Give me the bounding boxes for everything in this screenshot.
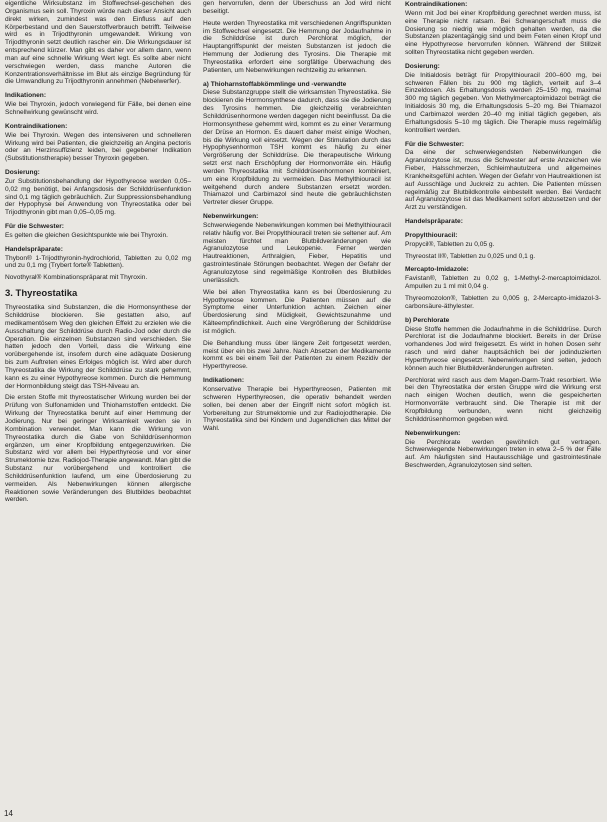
paragraph: gen hervorrufen, denn der Überschuss an Jod wird nicht beseitigt. [203,0,391,15]
text-column-middle [203,0,391,437]
paragraph: Heute werden Thyreostatika mit verschiedenen Angriffspunkten im Stoffwechsel eingesetzt. Die Hemmung der Jodaufnahme in die Schilddrüse ist durch Perchlorat möglich, der Hauptangriffspunkt der meisten Substanzen ist jedoch die Hemmung der Jodierung des Tyrosins. Die Therapie mit Thyreostatika erfordert eine sorgfältige Überwachung des Patienten, um Nebenwirkungen rechtzeitig zu erkennen. [203,19,391,74]
section-heading: Dosierung: [5,169,40,177]
paragraph: Wie bei allen Thyreostatika kann es bei Überdosierung zu Hypothyreose kommen. Die Patienten müssen auf die Symptome einer Unterfunktion achten. Zeichen einer Überdosierung sind Müdigkeit, Gewichtszunahme und Kälteempfindlichkeit. Auch eine Vergrößerung der Schilddrüse ist möglich. [203,288,391,335]
paragraph: Diese Substanzgruppe stellt die wirksamsten Thyreostatika. Sie blockieren die Hormonsynthese dadurch, dass sie die Jodierung des Tyrosins hemmen. Die gleichzeitig verabreichten Schilddrüsenhormone werden dagegen nicht beeinflusst. Da die Hormonsynthese gehemmt wird, kommt es zu einer Verarmung der Drüse an Hormon. Es dauert daher meist einige Wochen, bis die Wirkung voll einsetzt. Wegen der Stimulation durch das Hypophysenhormon TSH kommt es häufig zu einer Vergrößerung der Schilddrüse. Die therapeutische Wirkung setzt erst nach Erschöpfung der Hormonvorräte ein. Häufig werden Thyreostatika mit Schilddrüsenhormonen kombiniert, um eine Kropfbildung zu vermeiden. Das Methylthiouracil ist weitgehend durch andere Substanzen ersetzt worden. Thiamazol und Carbimazol sind heute die gebräuchlichsten Vertreter dieser Gruppe. [203,89,391,207]
paragraph: Thybon® 1-Trijodthyronin-hydrochlorid, Tabletten zu 0,02 mg und zu 0,1 mg (Trybert forte® Tabletten). [5,254,191,270]
paragraph: Wie bei Thyroxin, jedoch vorwiegend für Fälle, bei denen eine Schnellwirkung gewünscht wird. [5,101,191,116]
section-heading: Nebenwirkungen: [203,213,259,221]
paragraph: Propycil®, Tabletten zu 0,05 g. [405,240,495,248]
paragraph: Die Perchlorate werden gewöhnlich gut vertragen. Schwerwiegende Nebenwirkungen treten in etwa 2–5 % der Fälle auf. Am häufigsten sind Hautausschläge und gastrointestinale Beschwerden, Agranulozytosen sind selten. [405,438,601,470]
section-heading: Handelspräparate: [405,218,463,226]
page-number: 14 [4,809,13,818]
section-heading: a) Thioharnstoffabkömmlinge und -verwandte [203,80,347,88]
paragraph: Perchlorat wird rasch aus dem Magen-Darm-Trakt resorbiert. Wie bei den Thyreostatika der ersten Gruppe wird die Wirkung erst nach einigen Wochen deutlich, wenn die gespeicherten Hormonvorräte verbraucht sind. Die Therapie ist mit der Kropfbildung verbunden, wenn nicht gleichzeitig Schilddrüsenhormon gegeben wird. [405,376,601,423]
section-heading: Für die Schwester: [5,223,64,231]
paragraph: Wenn mit Jod bei einer Kropfbildung gerechnet werden muss, ist eine Therapie nicht ratsam. Bei Schwangerschaft muss die Dosierung so niedrig wie möglich gehalten werden, da die Substanzen plazentagängig sind und beim Feten einen Kropf und eine Hypothyreose hervorrufen können. Während der Stillzeit sollten Thyreostatika nicht gegeben werden. [405,9,601,57]
text-column-right [405,0,601,474]
paragraph: Thyreostatika sind Substanzen, die die Hormonsynthese der Schilddrüse blockieren. Sie gestatten also, auf medikamentösem Weg den gleichen Effekt zu erzielen wie die Ausschaltung der Schilddrüse durch Radio-Jod oder durch die Operation. Die einzelnen Substanzen sind verschieden. Sie hatten jedoch den Vorteil, dass die Wirkung eine vorübergehende ist, insofern durch eine adäquate Dosierung bis zum Auftreten eines Erfolges möglich ist. Wird aber durch Thyreostatika die Wirkung der Schilddrüse zu stark gehemmt, kann es zu einer Hypothyreose kommen. Durch die Hemmung der Hormonbildung steigt das TSH-Niveau an. [5,304,191,390]
section-heading: Kontraindikationen: [5,122,68,130]
section-heading: Kontraindikationen: [405,1,468,8]
section-heading: Indikationen: [5,92,47,100]
paragraph: Favistan®, Tabletten zu 0,02 g, 1-Methyl-2-mercaptoimidazol. Ampullen zu 1 ml mit 0,04 g. [405,275,601,291]
paragraph: Konservative Therapie bei Hyperthyreosen, Patienten mit schweren Hyperthyreosen, die operativ behandelt werden sollen, bei denen aber der Eingriff nicht sofort möglich ist. Vorbereitung zur Strumektomie und zur Radiojodtherapie. Die Thyreostatika sind bei Kindern und Jugendlichen das Mittel der Wahl. [203,385,391,433]
section-heading: Dosierung: [405,62,440,70]
section-heading: 3. Thyreostatika [5,288,78,300]
section-heading: Für die Schwester: [405,140,464,148]
paragraph: Thyreomozolon®, Tabletten zu 0,005 g, 2-Mercapto-imidazol-3-carbonsäure-äthylester. [405,295,601,310]
paragraph: Da eine der schwerwiegendsten Nebenwirkungen die Agranulozytose ist, muss die Schwester auf erste Anzeichen wie Fieber, Halsschmerzen, Schleimhautulzera und allgemeines Krankheitsgefühl achten. Wegen der Gefahr von Hautreaktionen ist auf Ausschläge und Juckreiz zu achten. Die Patienten müssen regelmäßig zur Blutbildkontrolle einbestellt werden. Bei Verdacht auf Agranulozytose ist das Medikament sofort abzusetzen und der Arzt zu verständigen. [405,149,601,212]
paragraph: Novothyral® Kombinationspräparat mit Thyroxin. [5,274,148,282]
paragraph: Die Behandlung muss über längere Zeit fortgesetzt werden, meist über ein bis zwei Jahre. Nach Absetzen der Medikamente kommt es bei einem Teil der Patienten zu einem Rezidiv der Hyperthyreose. [203,339,391,371]
section-heading: b) Perchlorate [405,316,450,324]
paragraph: Zur Substitutionsbehandlung der Hypothyreose werden 0,05–0,02 mg benötigt, bei Anfangsdosis der Schilddrüsenfunktion sind 0,1 mg täglich gebräuchlich. Zur Suppressionsbehandlung der Hypophyse bei Anwendung von Thyreostatika oder bei Trijodthyronin gibt man 0,05–0,05 mg. [5,177,191,217]
section-heading: Handelspräparate: [5,245,63,253]
paragraph: Diese Stoffe hemmen die Jodaufnahme in die Schilddrüse. Durch Perchlorat ist die Jodaufnahme blockiert. Bereits in der Drüse vorhandenes Jod wird freigesetzt. Es wirkt in hohen Dosen sehr rasch und wird daher hauptsächlich bei der jodinduzierten Hyperthyreose eingesetzt. Nebenwirkungen sind selten, jedoch können auch hier Blutbildveränderungen auftreten. [405,325,601,372]
paragraph: Thyreostat II®, Tabletten zu 0,025 und 0,1 g. [405,252,536,260]
paragraph: Wie bei Thyroxin. Wegen des intensiveren und schnelleren Wirkung wird bei Patienten, die gleichzeitig an Angina pectoris oder an Herzinsuffizienz leiden, bei gegebener Indikation (Substitutionstherapie) besser Thyroxin gegeben. [5,131,191,163]
section-heading: Propylthiouracil: [405,231,458,239]
paragraph: eigentliche Wirksubstanz im Stoffwechsel-geschehen des Organismus sein soll. Thyroxin würde nach dieser Ansicht auch direkt wirken, zumindest was den Einfluss auf den Körperbestand und den Sauerstoffverbrauch betrifft. Teilweise wird es in Trijodthyronin umgewandelt. Wirkung von Trijodthyronin setzt deutlich rascher ein. Die Wirkungsdauer ist entsprechend kürzer. Man gibt es daher vor allem dann, wenn man auf eine schnelle Wirkung Wert legt. Es sollte aber nicht verschwiegen werden, dass manche Autoren die Konzentrationsverhältnisse im Blut als einzige Begründung für die Umwandlung zu Trijodthyronin annehmen (Nebelwerfer). [5,0,191,86]
section-heading: Indikationen: [203,377,245,385]
text-column-left [5,0,191,508]
paragraph: Schwerwiegende Nebenwirkungen kommen bei Methylthiouracil relativ häufig vor. Bei Propylthiouracil treten sie seltener auf. Am meisten fürchtet man Blutbildveränderungen wie Agranulozytose und Leukopenie. Ferner werden Hautreaktionen, Arthralgien, Fieber, Hepatitis und gastrointestinale Störungen beobachtet. Wegen der Gefahr der Agranulozytose sind regelmäßige Kontrollen des Blutbildes unerlässlich. [203,221,391,284]
paragraph: Es gelten die gleichen Gesichtspunkte wie bei Thyroxin. [5,231,168,239]
paragraph: Die Initialdosis beträgt für Propylthiouracil 200–600 mg, bei schweren Fällen bis zu 900 mg täglich, verteilt auf 3–4 Einzeldosen. Als Erhaltungsdosis werden 25–150 mg, maximal 300 mg täglich gegeben. Von Methylmercaptoimidazol beträgt die Initialdosis 30 mg, die Erhaltungsdosis 5–20 mg. Bei Thiamazol und Carbimazol werden 20–40 mg initial täglich gegeben, als Erhaltungsdosis 5–10 mg täglich. Die Therapie muss regelmäßig kontrolliert werden. [405,71,601,134]
paragraph: Die ersten Stoffe mit thyreostatischer Wirkung wurden bei der Prüfung von Sulfonamiden und Thioharnstoffen entdeckt. Die Wirkung der Thyreostatika beruht auf einer Hemmung der Jodierung. Nur bei geringer Wirksamkeit werden sie in Kombination verwendet. Man kann die Wirkung von Thyreostatika durch die Gabe von Schilddrüsenhormon ergänzen, um einer Kropfbildung entgegenzuwirken. Die Substanz wird vor allem bei Hyperthyreose und vor einer Strumektomie bzw. Radiojod-Therapie angewandt. Man gibt die Substanz nur vorübergehend und kontrolliert die Schilddrüsenfunktion laufend, um eine Überdosierung zu vermeiden. Als Nebenwirkungen können allergische Reaktionen sowie Veränderungen des Blutbildes beobachtet werden. [5,394,191,504]
section-heading: Mercapto-Imidazole: [405,266,469,274]
section-heading: Nebenwirkungen: [405,429,461,437]
